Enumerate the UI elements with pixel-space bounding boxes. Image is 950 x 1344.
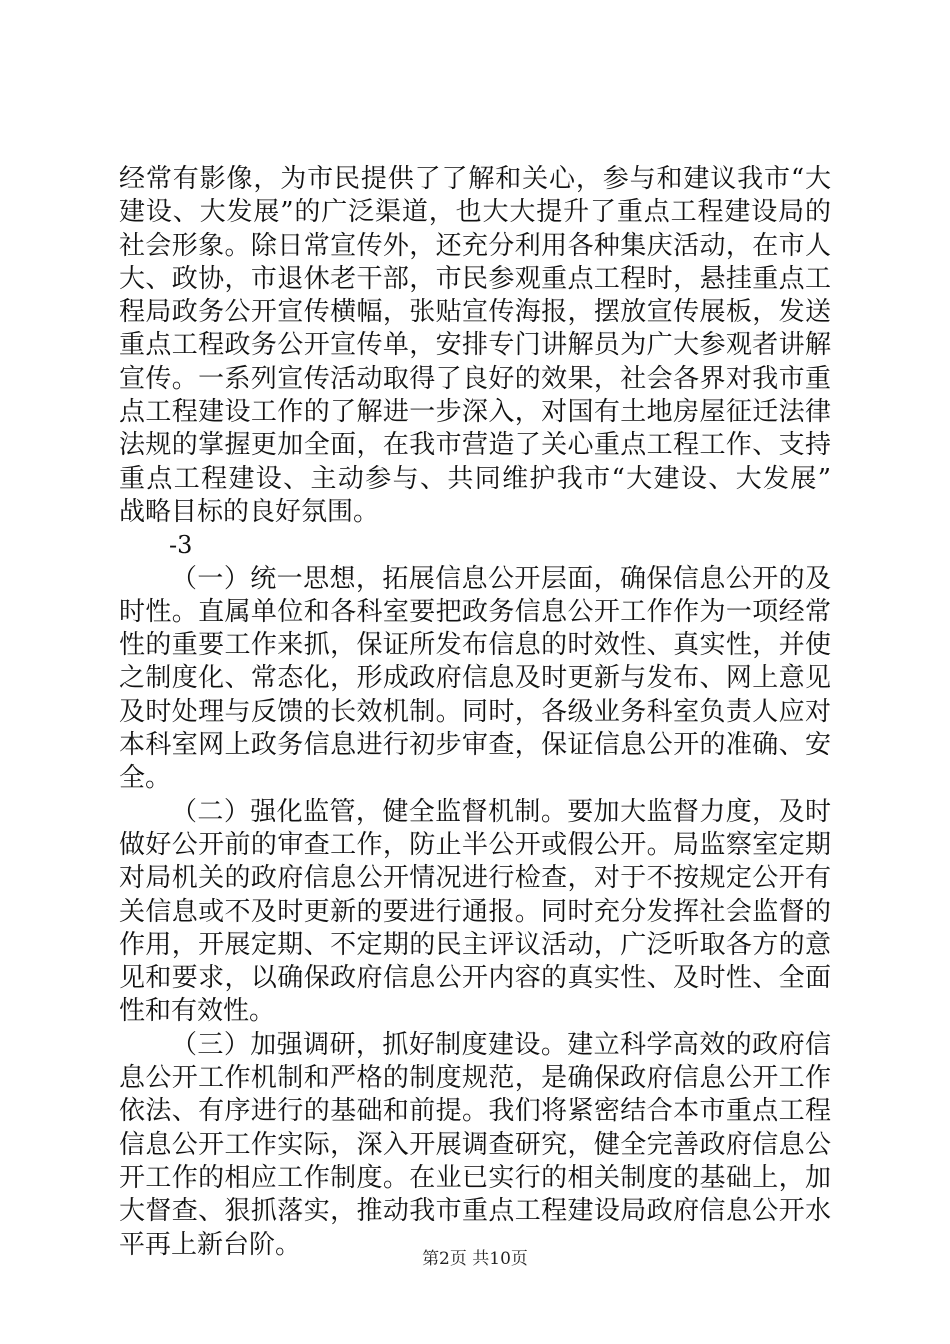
text-line: 见和要求，以确保政府信息公开内容的真实性、及时性、全面 [119,963,831,994]
page-footer: 第2页 共10页 [422,1249,528,1269]
text-line: 重点工程建设、主动参与、共同维护我市“大建设、大发展” [119,463,831,494]
text-line: 信息公开工作实际，深入开展调查研究，健全完善政府信息公 [119,1129,831,1160]
text-line: 宣传。一系列宣传活动取得了良好的效果，社会各界对我市重 [119,363,831,394]
text-line: 本科室网上政务信息进行初步审查，保证信息公开的准确、安 [119,730,831,761]
text-line: 建设、大发展”的广泛渠道，也大大提升了重点工程建设局的 [119,197,831,228]
text-line: 之制度化、常态化，形成政府信息及时更新与发布、网上意见 [119,663,831,694]
text-line: 性和有效性。 [119,996,276,1027]
text-line: 息公开工作机制和严格的制度规范，是确保政府信息公开工作 [119,1063,831,1094]
text-line: 重点工程政务公开宣传单，安排专门讲解员为广大参观者讲解 [119,330,831,361]
text-line: 法规的掌握更加全面，在我市营造了关心重点工程工作、支持 [119,430,831,461]
paragraph-first-line: （一）统一思想，拓展信息公开层面，确保信息公开的及 [171,563,831,594]
document-body [119,163,831,1262]
text-line: 经常有影像，为市民提供了了解和关心，参与和建议我市“大 [119,164,831,194]
text-line: 程局政务公开宣传横幅，张贴宣传海报，摆放宣传展板，发送 [119,297,831,328]
text-line: 点工程建设工作的了解进一步深入，对国有土地房屋征迁法律 [119,397,831,428]
text-line: 平再上新台阶。 [119,1229,302,1260]
text-line: 性的重要工作来抓，保证所发布信息的时效性、真实性，并使 [119,630,831,661]
text-line: 大、政协，市退休老干部，市民参观重点工程时，悬挂重点工 [119,263,831,294]
text-line: 对局机关的政府信息公开情况进行检查，对于不按规定公开有 [119,863,831,894]
text-line: 时性。直属单位和各科室要把政务信息公开工作作为一项经常 [119,596,831,627]
text-line: 关信息或不及时更新的要进行通报。同时充分发挥社会监督的 [119,896,831,927]
section-marker: -3 [169,531,193,560]
text-line: 战略目标的良好氛围。 [119,496,380,527]
text-line: 社会形象。除日常宣传外，还充分利用各种集庆活动，在市人 [119,230,831,261]
text-line: 作用，开展定期、不定期的民主评议活动，广泛听取各方的意 [119,929,831,960]
text-line: 及时处理与反馈的长效机制。同时，各级业务科室负责人应对 [119,696,831,727]
paragraph-first-line: （三）加强调研，抓好制度建设。建立科学高效的政府信 [171,1029,831,1060]
text-line: 依法、有序进行的基础和前提。我们将紧密结合本市重点工程 [119,1096,831,1127]
text-line: 大督查、狠抓落实，推动我市重点工程建设局政府信息公开水 [119,1196,831,1227]
text-line: 开工作的相应工作制度。在业已实行的相关制度的基础上，加 [119,1162,831,1193]
text-line: 全。 [119,763,172,794]
paragraph-first-line: （二）强化监管，健全监督机制。要加大监督力度，及时 [171,796,831,827]
text-line: 做好公开前的审查工作，防止半公开或假公开。局监察室定期 [119,829,831,860]
